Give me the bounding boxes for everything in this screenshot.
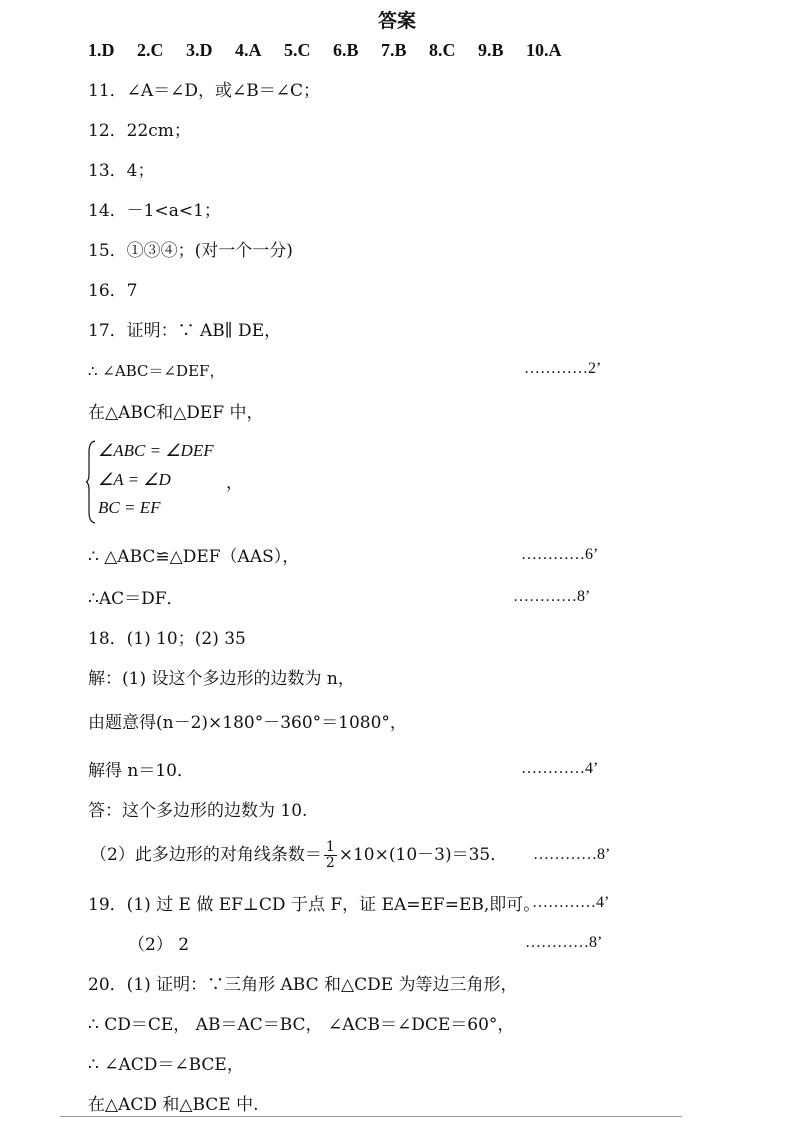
equation-2: ∠A = ∠D (98, 470, 171, 489)
multiple-choice-answers (88, 40, 578, 61)
q17-line-3: 在△ABC和△DEF 中， (88, 403, 264, 423)
score-mark: …………2’ (524, 360, 602, 377)
score-mark: …………4’ (532, 894, 610, 911)
score-mark: …………6’ (521, 546, 599, 563)
q18-line-1: 18．(1) 10；(2) 35 (88, 629, 246, 649)
equation-1: ∠ABC = ∠DEF (98, 441, 214, 460)
q17-line-4: ∴ △ABC≌△DEF（AAS）， (88, 547, 300, 567)
q18-line-5: 答：这个多边形的边数为 10. (88, 801, 308, 821)
q18-line-2: 解：(1) 设这个多边形的边数为 n， (88, 669, 355, 689)
mc-answer: 1.D (88, 40, 115, 60)
q19-line-2: （2） 2 (128, 935, 190, 955)
mc-answer: 6.B (333, 40, 359, 60)
brace-icon (86, 440, 96, 524)
answer-13: 13．4； (88, 161, 155, 181)
answer-12: 12．22cm； (88, 121, 191, 141)
score-mark: …………8’ (533, 846, 611, 863)
q18-line-6 (90, 840, 507, 871)
q20-line-2: ∴ CD＝CE， AB＝AC＝BC， ∠ACB＝∠DCE＝60°， (88, 1015, 515, 1035)
score-mark: …………4’ (521, 760, 599, 777)
q20-line-1: 20．(1) 证明：∵三角形 ABC 和△CDE 为等边三角形， (88, 975, 518, 995)
equation-comma: ， (226, 473, 243, 493)
score-mark: …………8’ (513, 588, 591, 605)
q18-line-6-prefix: （2）此多边形的对角线条数＝ (90, 845, 322, 865)
q17-line-2: ∴ ∠ABC＝∠DEF， (88, 362, 225, 380)
q18-line-3: 由题意得(n－2)×180°－360°＝1080°， (88, 713, 407, 733)
page-title: 答案 (377, 10, 416, 32)
answer-16: 16．7 (88, 281, 138, 301)
mc-answer: 4.A (235, 40, 262, 60)
equation-3: BC = EF (98, 498, 161, 517)
answer-14: 14．－1<a<1； (88, 201, 221, 221)
fraction (324, 840, 337, 871)
mc-answer: 8.C (429, 40, 456, 60)
score-mark: …………8’ (525, 934, 603, 951)
fraction-numerator: 1 (325, 839, 335, 855)
fraction-denominator: 2 (325, 855, 335, 871)
mc-answer: 9.B (478, 40, 504, 60)
mc-answer: 7.B (381, 40, 407, 60)
mc-answer: 5.C (284, 40, 311, 60)
q18-line-6-suffix: ×10×(10－3)＝35． (338, 845, 508, 865)
q18-line-4: 解得 n＝10． (88, 761, 194, 781)
q17-line-5: ∴AC＝DF． (88, 589, 184, 609)
mc-answer: 2.C (137, 40, 164, 60)
answer-11: 11．∠A＝∠D，或∠B＝∠C； (88, 81, 321, 101)
q20-line-4: 在△ACD 和△BCE 中. (88, 1095, 259, 1115)
mc-answer: 3.D (186, 40, 213, 60)
q17-line-1: 17．证明：∵ AB∥ DE， (88, 321, 282, 341)
q19-line-1: 19．(1) 过 E 做 EF⊥CD 于点 F，证 EA=EF=EB,即可。 (88, 895, 541, 915)
q20-line-3: ∴ ∠ACD＝∠BCE， (88, 1055, 244, 1075)
mc-answer: 10.A (526, 40, 562, 60)
answer-15: 15．①③④；(对一个一分) (88, 241, 293, 261)
divider (60, 1116, 682, 1117)
